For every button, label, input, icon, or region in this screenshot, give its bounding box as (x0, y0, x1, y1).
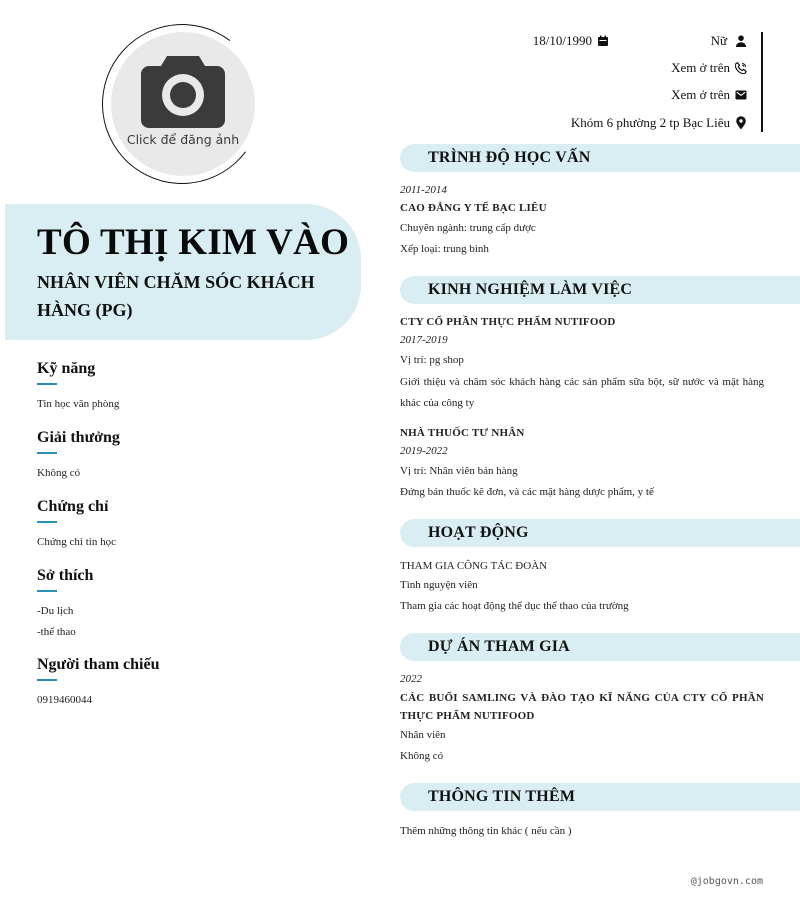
award-item: Không có (37, 467, 81, 479)
awards-section (37, 429, 357, 484)
extra-heading: THÔNG TIN THÊM (428, 788, 576, 805)
contact-birthday (533, 33, 609, 49)
job-company: CTY CỔ PHẦN THỰC PHẨM NUTIFOOD (400, 316, 616, 328)
job-description: Đứng bán thuốc kê đơn, và các mặt hàng dược phẩm, y tế (400, 486, 654, 498)
certificates-heading: Chứng chỉ (37, 498, 109, 515)
project-name: CÁC BUỔI SAMLING VÀ ĐÀO TẠO KĨ NĂNG CỦA CTY CỔ PHẦN THỰC PHẨM NUTIFOOD (400, 692, 764, 722)
phone-value: Xem ở trên (671, 60, 730, 75)
education-major: Chuyên ngành: trung cấp dược (400, 222, 536, 234)
job-period: 2017-2019 (400, 334, 448, 346)
hobbies-section (37, 567, 357, 643)
job-position: Vị trí: Nhân viên bán hàng (400, 465, 518, 477)
references-section (37, 656, 357, 711)
calendar-icon (597, 35, 609, 47)
projects-heading: DỰ ÁN THAM GIA (428, 638, 570, 655)
hobby-item: -Du lịch (37, 605, 74, 617)
camera-icon (139, 52, 227, 128)
job-title: NHÂN VIÊN CHĂM SÓC KHÁCH HÀNG (PG) (37, 272, 315, 320)
phone-icon (735, 62, 747, 74)
job-period: 2019-2022 (400, 445, 448, 457)
heading-underline (37, 521, 57, 523)
heading-underline (37, 383, 57, 385)
gender-value: Nữ (710, 33, 727, 48)
watermark: @jobgovn.com (690, 876, 763, 887)
education-grade: Xếp loại: trung bình (400, 243, 489, 255)
activities-heading: HOẠT ĐỘNG (428, 524, 529, 541)
skills-heading: Kỹ năng (37, 360, 96, 377)
awards-heading: Giải thưởng (37, 429, 120, 446)
experience-heading: KINH NGHIỆM LÀM VIỆC (428, 281, 633, 298)
job-description: Giới thiệu và chăm sóc khách hàng các sản phẩm sữa bột, sữ nước và mặt hàng khác của công ty (400, 376, 764, 409)
activity-item: THAM GIA CÔNG TÁC ĐOÀN (400, 560, 548, 572)
contact-gender (711, 33, 747, 49)
reference-item: 0919460044 (37, 694, 92, 706)
hobby-item: -thể thao (37, 626, 76, 638)
candidate-name: TÔ THỊ KIM VÀO (37, 222, 350, 263)
photo-upload[interactable] (111, 32, 255, 176)
extra-text: Thêm những thông tin khác ( nếu cần ) (400, 825, 572, 837)
address-value: Khóm 6 phường 2 tp Bạc Liêu (570, 115, 730, 130)
education-heading: TRÌNH ĐỘ HỌC VẤN (428, 149, 591, 166)
project-note: Không có (400, 750, 444, 762)
job-company: NHÀ THUỐC TƯ NHÂN (400, 427, 525, 439)
education-school: CAO ĐẲNG Y TẾ BẠC LIÊU (400, 202, 547, 214)
education-period: 2011-2014 (400, 184, 447, 196)
heading-underline (37, 590, 57, 592)
certificates-section (37, 498, 357, 553)
activity-item: Tham gia các hoạt động thể dục thể thao của trường (400, 600, 629, 612)
location-pin-icon (735, 116, 747, 130)
project-year: 2022 (400, 673, 422, 685)
birthday-value: 18/10/1990 (532, 33, 592, 48)
skill-item: Tin học văn phòng (37, 398, 120, 410)
references-heading: Người tham chiếu (37, 656, 160, 673)
person-icon (735, 35, 747, 47)
contact-email (671, 87, 747, 103)
activity-item: Tình nguyện viên (400, 579, 478, 591)
contact-divider (761, 32, 763, 132)
email-value: Xem ở trên (671, 87, 730, 102)
photo-upload-label: Click để đăng ảnh (126, 132, 240, 147)
contact-address (571, 115, 747, 131)
certificate-item: Chứng chỉ tin học (37, 536, 116, 548)
heading-underline (37, 679, 57, 681)
mail-icon (735, 89, 747, 101)
hobbies-heading: Sở thích (37, 567, 94, 584)
heading-underline (37, 452, 57, 454)
project-role: Nhân viên (400, 729, 446, 741)
skills-section (37, 360, 357, 415)
contact-phone (671, 60, 747, 76)
job-position: Vị trí: pg shop (400, 354, 464, 366)
